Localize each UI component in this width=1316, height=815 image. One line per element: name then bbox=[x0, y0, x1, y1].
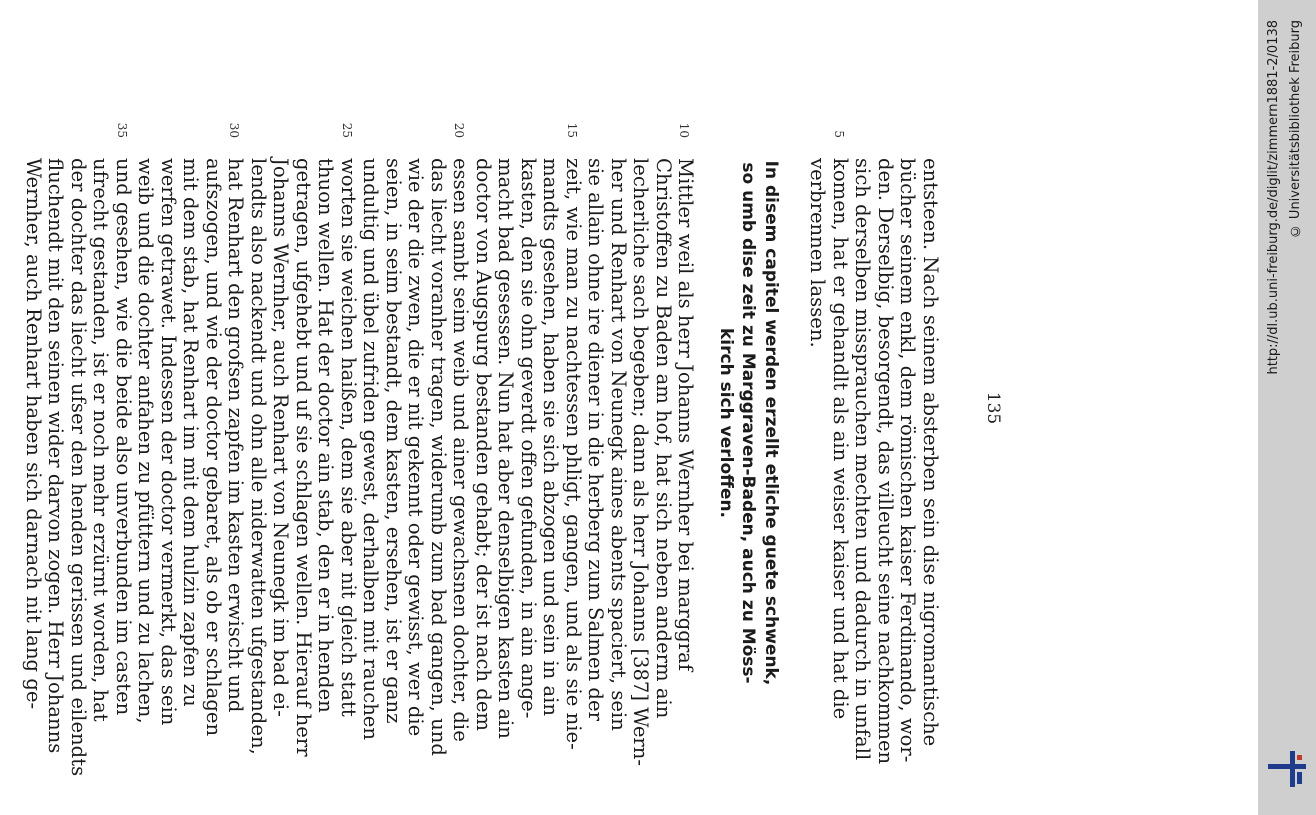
copyright-text: © Universitätsbibliothek Freiburg bbox=[1288, 20, 1303, 239]
text-line bbox=[89, 157, 113, 722]
text-line bbox=[292, 157, 315, 757]
text-line bbox=[494, 157, 518, 739]
line-text: undultig und übel zufriden gewest, derhalben mit rauchen bbox=[359, 157, 383, 740]
line-text: Johanns Wernher, auch Renhart von Neunegk im bad ei- bbox=[269, 157, 293, 717]
line-text: kasten, den sie ohn geverdt offen gefunden, in ain ange- bbox=[517, 157, 540, 718]
line-text: entsteen. Nach seinem absterben sein dise nigromantische bbox=[919, 157, 942, 746]
text-line bbox=[157, 157, 180, 725]
line-text: weib und die dochter anfahen zu pfüttern und zu lachen, bbox=[134, 157, 158, 724]
text-line bbox=[359, 157, 383, 740]
text-line bbox=[179, 157, 203, 707]
line-text: zeit, wie man zu nachtessen phligt, gangen, und als sie nie- bbox=[562, 157, 585, 750]
line-text: doctor von Augspurg bestanden gehabt; der ist nach dem bbox=[472, 157, 495, 731]
text-line bbox=[652, 157, 675, 718]
line-text: werfen getrawet. Indessen der doctor vermerkt, das sein bbox=[157, 157, 180, 725]
line-text: macht bad gesessen. Nun hat aber denselbigen kasten ain bbox=[494, 157, 518, 739]
line-number: 15 bbox=[565, 122, 579, 138]
text-line bbox=[629, 157, 653, 766]
page-number: 135 bbox=[983, 391, 1003, 424]
line-number: 30 bbox=[227, 122, 242, 138]
line-text: her und Renhart von Neunegk aines abents spaciert, sein bbox=[607, 157, 630, 731]
line-text: hat Renhart den grofsen zapfen im kasten erwischt und bbox=[224, 157, 248, 712]
line-text: Mittler weil als herr Johanns Wernher bei marggraf bbox=[674, 157, 698, 671]
line-text: Wernher, auch Renhart haben sich darnach nit lang ge- bbox=[22, 157, 45, 709]
line-text: worten sie weichen haißen, dem sie aber nit gleich statt bbox=[337, 157, 360, 717]
text-line bbox=[919, 157, 942, 746]
line-text: getragen, ufgehebt und uf sie schlagen wellen. Hierauf herr bbox=[292, 157, 315, 757]
line-text: ufrecht gestanden, ist er noch mehr erzürnt worden, hat bbox=[89, 157, 113, 722]
text-line bbox=[517, 157, 540, 718]
line-text: bücher seinem enkl, dem römischen kaiser Ferdinando, wor- bbox=[896, 157, 920, 762]
text-line bbox=[806, 158, 829, 688]
line-text: komen, hat er gehandlt als ain weiser kaiser und hat die bbox=[829, 157, 852, 719]
text-line bbox=[449, 122, 473, 742]
line-text: und gesehen, wie die beide also unverbunden im casten bbox=[112, 157, 135, 715]
copyright-notice bbox=[1288, 20, 1304, 260]
line-number: 10 bbox=[677, 122, 692, 138]
line-text: lendts also nackendt und ohn alle niderwatten ufgestanden, bbox=[247, 157, 270, 755]
text-line bbox=[851, 157, 875, 760]
line-number: 5 bbox=[832, 129, 846, 138]
source-url-text[interactable]: http://dl.ub.uni-freiburg.de/diglit/zimmern1881-2/0138 bbox=[1266, 20, 1281, 375]
text-line bbox=[896, 157, 920, 762]
text-line bbox=[674, 122, 698, 688]
line-text: Christoffen zu Baden am hof, hat sich neben anderm ain bbox=[652, 157, 675, 718]
line-text: mandts gesehen, haben sie sich abzogen und sein in ain bbox=[539, 157, 563, 716]
heading-line: In disem capitel werden erzellt etliche guete schwenk, bbox=[761, 160, 781, 685]
source-url[interactable] bbox=[1266, 20, 1282, 390]
line-text: das liecht voranher tragen, widerumb zum bad gangen, und bbox=[427, 157, 450, 756]
text-line bbox=[584, 157, 608, 721]
line-text: seien, in seim bestandt, dem kasten, ersehen, ist er ganz bbox=[382, 157, 405, 723]
line-text: den. Derselbig, besorgendt, das villeucht seine nachkommen bbox=[874, 157, 897, 764]
text-line bbox=[607, 157, 630, 731]
text-line bbox=[539, 157, 563, 716]
text-line bbox=[22, 157, 45, 709]
text-line bbox=[829, 129, 852, 719]
text-line bbox=[247, 157, 270, 755]
text-line bbox=[269, 157, 293, 717]
line-number: 25 bbox=[340, 122, 354, 138]
text-line bbox=[337, 122, 360, 717]
chapter-paragraph bbox=[22, 122, 698, 776]
rotated-page-content bbox=[22, 88, 1139, 776]
text-line bbox=[67, 157, 90, 776]
line-text: lecherliche sach begeben; dann als herr Johanns [387] Wern- bbox=[629, 157, 653, 766]
intro-paragraph bbox=[806, 129, 942, 764]
text-line bbox=[874, 157, 897, 764]
line-text: mit dem stab, hat Renhart im mit dem hulzin zapfen zu bbox=[179, 157, 203, 707]
text-line bbox=[404, 157, 428, 736]
text-line bbox=[314, 157, 338, 713]
ub-freiburg-logo-icon[interactable] bbox=[1266, 748, 1308, 790]
line-text: wie der die zwen, die er nit gekennt oder gewisst, wer die bbox=[404, 157, 428, 736]
line-text: thuon wellen. Hat der doctor ain stab, den er in henden bbox=[314, 157, 338, 713]
text-line bbox=[472, 157, 495, 731]
line-text: sie allain ohne ire diener in die herberg zum Salmen der bbox=[584, 157, 608, 721]
text-line bbox=[382, 157, 405, 723]
text-line bbox=[44, 157, 68, 753]
line-text: verbrennen lassen. bbox=[806, 157, 830, 348]
text-line bbox=[112, 122, 135, 715]
line-text: der dochter das liecht ufser den henden gerissen und eilendts bbox=[67, 157, 90, 776]
heading-line: kirch sich verloffen. bbox=[716, 327, 736, 518]
line-text: fluchendt mit den seinen wider darvon zogen. Herr Johanns bbox=[44, 157, 68, 753]
text-line bbox=[427, 157, 450, 756]
line-number: 35 bbox=[115, 122, 129, 138]
line-text: essen sambt seim weib und ainer gewachsnen dochter, die bbox=[449, 157, 473, 742]
line-text: sich derselben missprauchen mechten und dadurch in unfall bbox=[851, 157, 875, 760]
line-number: 20 bbox=[452, 122, 467, 138]
text-body bbox=[22, 122, 942, 776]
text-line bbox=[224, 122, 248, 712]
heading-line: so umb dise zeit zu Marggraven-Baden, auch zu Möss- bbox=[738, 161, 759, 684]
text-line bbox=[202, 157, 225, 736]
chapter-heading bbox=[715, 158, 783, 688]
line-text: aufszogen, und wie der doctor gebaret, als ob er schlagen bbox=[202, 157, 225, 736]
text-line bbox=[134, 157, 158, 724]
text-line bbox=[562, 122, 585, 750]
